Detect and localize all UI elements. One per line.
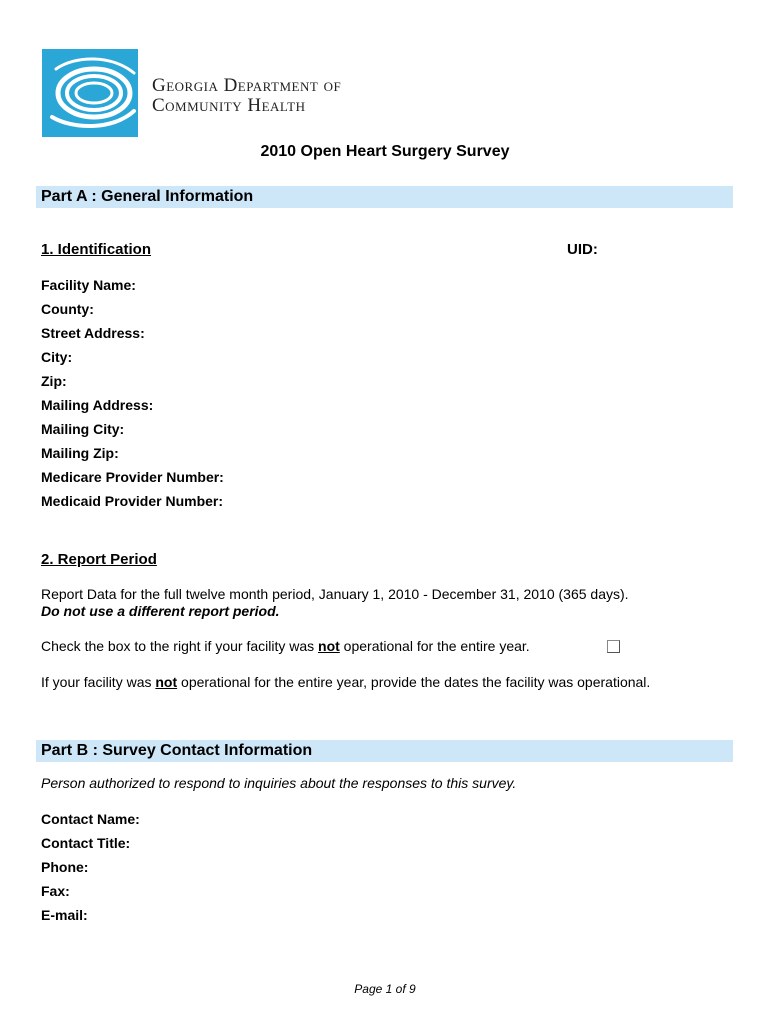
uid-label: UID: xyxy=(567,241,598,258)
field-label: County: xyxy=(41,301,94,317)
not-operational-checkbox[interactable] xyxy=(607,640,620,653)
operational-dates-text xyxy=(41,674,650,690)
field-label: Mailing City: xyxy=(41,421,125,437)
field-label: City: xyxy=(41,349,73,365)
org-name-line-1: Georgia Department of xyxy=(152,75,342,96)
field-label: Medicaid Provider Number: xyxy=(41,493,224,509)
organization-name xyxy=(152,76,341,116)
field-label: Contact Name: xyxy=(41,811,140,827)
field-label: Phone: xyxy=(41,859,89,875)
field-label: Mailing Zip: xyxy=(41,445,119,461)
document-title: 2010 Open Heart Surgery Survey xyxy=(260,143,510,160)
field-label: Zip: xyxy=(41,373,67,389)
dates-text-before: If your facility was xyxy=(41,674,156,690)
dch-logo-icon xyxy=(42,49,138,137)
part-b-title: Part B : Survey Contact Information xyxy=(41,742,313,759)
dates-text-emphasis: not xyxy=(155,674,178,690)
dates-text-after: operational for the entire year, provide the dates the facility was operational. xyxy=(177,674,651,690)
report-period-warning: Do not use a different report period. xyxy=(41,603,280,619)
page-number: Page 1 of 9 xyxy=(354,982,416,996)
field-label: Fax: xyxy=(41,883,70,899)
part-b-header xyxy=(36,740,733,762)
identification-fields xyxy=(41,276,224,516)
field-label: Facility Name: xyxy=(41,277,136,293)
contact-intro: Person authorized to respond to inquiries about the responses to this survey. xyxy=(41,775,517,791)
org-name-line-2: Community Health xyxy=(152,95,306,116)
report-period-heading: 2. Report Period xyxy=(41,551,157,568)
field-label: E-mail: xyxy=(41,907,88,923)
field-label: Mailing Address: xyxy=(41,397,154,413)
check-text-emphasis: not xyxy=(318,638,340,654)
field-label: Medicare Provider Number: xyxy=(41,469,224,485)
contact-fields xyxy=(41,810,140,930)
part-a-header xyxy=(36,186,733,208)
check-text-after: operational for the entire year. xyxy=(339,638,530,654)
field-label: Street Address: xyxy=(41,325,145,341)
part-a-title: Part A : General Information xyxy=(41,188,254,205)
report-period-text: Report Data for the full twelve month period, January 1, 2010 - December 31, 2010 (365 days). xyxy=(41,586,629,602)
check-text-before: Check the box to the right if your facility was xyxy=(41,638,319,654)
identification-heading: 1. Identification xyxy=(41,241,152,258)
field-label: Contact Title: xyxy=(41,835,131,851)
not-operational-check-text xyxy=(41,638,530,654)
